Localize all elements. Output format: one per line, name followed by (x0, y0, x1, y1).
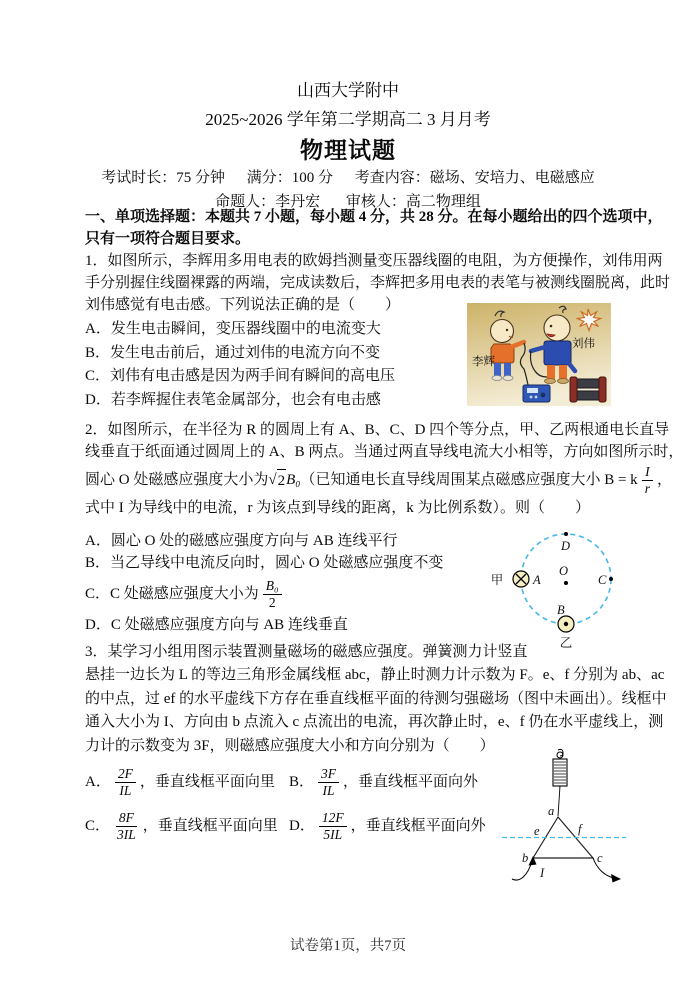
q2-option-c: C．C 处磁感应强度大小为 $\frac{\text{B₀}}{2}$ (85, 574, 443, 614)
exam-term: 2025~2026 学年第二学期高二 3 月月考 (205, 110, 491, 129)
fraction-3F-over-IL: $\frac{3F}{IL}$ (318, 766, 339, 797)
school-name: 山西大学附中 (297, 81, 399, 100)
q1-option-b: B．发生电击前后，通过刘伟的电流方向不变 (85, 344, 381, 361)
label-lihui: 李辉 (472, 356, 495, 368)
label-current-I: I (540, 866, 545, 880)
section-header-line: 一、单项选择题：本题共 7 小题，每小题 4 分，共 28 分。在每小题给出的四个选项中， (85, 209, 663, 225)
question-3-stem (85, 641, 667, 758)
q3-apparatus-diagram (498, 748, 630, 895)
sqrt-expression: √ 2 (268, 469, 286, 492)
label-B: B (557, 603, 565, 617)
q3-stem-line: 的中点，过 ef 的水平虚线下方存在垂直线框平面的待测匀强磁场（图中未画出）。线框中 (85, 690, 667, 707)
label-c: c (597, 851, 603, 865)
q2-formula-post: ， (656, 472, 672, 488)
q3-stem-line: 3．某学习小组用图示装置测量磁场的磁感应强度。弹簧测力计竖直 (85, 644, 528, 660)
label-yi: 乙 (559, 636, 573, 650)
section-header-line: 只有一项符合题目要求。 (85, 231, 251, 247)
q1-option-a: A．发生电击瞬间，变压器线圈中的电流变大 (85, 321, 381, 337)
question-1-options (85, 318, 395, 413)
point-D (564, 532, 568, 536)
q3-stem-line: 力计的示数变为 3F，则磁感应强度大小和方向分别为（ ） (85, 737, 495, 754)
q3-option-c: C． $\frac{8F}{3IL}$ ，垂直线框平面向里 (85, 810, 278, 842)
point-C (609, 577, 613, 581)
q2-circle-diagram (475, 520, 640, 660)
exam-total-score: 满分：100 分 (246, 170, 333, 186)
fraction-B0-over-2: $\frac{\text{B₀}}{2}$ (263, 578, 282, 609)
label-A: A (533, 573, 541, 587)
fraction-2F-over-IL: $\frac{2F}{IL}$ (115, 766, 136, 797)
q3-stem-line: 通入大小为 I、方向由 b 点流入 c 点流出的电流，再次静止时，e、f 仍在水平虚线上，测 (85, 714, 664, 731)
section-header (85, 206, 663, 250)
q2-option-a: A．圆心 O 处的磁感应强度方向与 AB 连线平行 (85, 533, 398, 549)
q2-stem-line: 线垂直于纸面通过圆周上的 A、B 两点。当通过两直导线电流大小相等，方向如图所示时， (85, 444, 684, 460)
label-b: b (522, 851, 529, 865)
spring-scale (553, 749, 567, 816)
exam-info-line1 (0, 166, 696, 187)
point-O (564, 581, 568, 585)
label-D: D (561, 539, 571, 553)
q2-stem-line: 式中 I 为导线中的电流，r 为该点到导线的距离，k 为比例系数）。则（ ） (85, 500, 590, 516)
q1-option-c: C．刘伟有电击感是因为两手间有瞬间的高电压 (85, 368, 396, 385)
q3-option-a: A． $\frac{2F}{IL}$ ，垂直线框平面向里 (85, 766, 275, 798)
exam-duration: 考试时长：75 分钟 (101, 170, 225, 186)
question-2-stem (85, 419, 683, 519)
multimeter (523, 385, 550, 402)
label-O: O (559, 564, 569, 578)
label-liuwei: 刘伟 (572, 338, 595, 350)
label-f: f (578, 822, 582, 836)
q2-b0-symbol: B₀ (286, 472, 301, 488)
question-3-options (85, 760, 486, 848)
page-footer: 试卷第1页，共7页 (290, 938, 406, 954)
label-C: C (598, 573, 607, 587)
q2-option-b: B．当乙导线中电流反向时，圆心 O 处磁感应强度不变 (85, 555, 444, 571)
label-a: a (548, 804, 555, 818)
q1-stem-line: 1．如图所示，李辉用多用电表的欧姆挡测量变压器线圈的电阻，为方便操作，刘伟用两 (85, 253, 663, 269)
fraction-12F-over-5IL: $\frac{12F}{5IL}$ (319, 810, 347, 841)
q2-stem-line: 2．如图所示，在半径为 R 的圆周上有 A、B、C、D 四个等分点，甲、乙两根通电长直导 (85, 422, 670, 438)
exam-author: 命题人：李丹宏 (215, 194, 321, 210)
q2-option-d: D．C 处磁感应强度方向与 AB 连线垂直 (85, 617, 348, 633)
fraction-I-over-r: $\frac{I}{r}$ (642, 464, 653, 495)
q1-option-d: D．若李辉握住表笔金属部分，也会有电击感 (85, 392, 381, 409)
label-e: e (534, 824, 540, 838)
q1-stem-line: 手分别握住线圈裸露的两端，完成读数后，李辉把多用电表的表笔与被测线圈脱离，此时 (85, 275, 671, 291)
label-jia: 甲 (490, 573, 504, 587)
exam-scope: 考查内容：磁场、安培力、电磁感应 (354, 170, 595, 186)
fraction-8F-over-3IL: $\frac{8F}{3IL}$ (117, 810, 136, 842)
q2-formula-mid: （已知通电长直导线周围某点磁感应强度大小 B = k (300, 472, 638, 488)
q2-stem-formula-line (85, 463, 683, 497)
q1-cartoon-figure (467, 303, 611, 411)
current-into-page-icon (513, 571, 529, 587)
paper-title: 物理试题 (300, 138, 396, 163)
question-2-options (85, 530, 443, 636)
exam-reviewer: 审核人：高二物理组 (345, 194, 481, 210)
current-out-of-page-icon (558, 616, 574, 632)
q3-stem-line: 悬挂一边长为 L 的等边三角形金属线框 abc，静止时测力计示数为 F。e、f 分别为 ab、ac (85, 667, 665, 684)
q3-option-b: B． $\frac{3F}{IL}$ ，垂直线框平面向外 (289, 766, 479, 798)
q1-stem-line: 刘伟感觉有电击感。下列说法正确的是（ ） (85, 297, 401, 313)
q2-formula-pre: 圆心 O 处磁感应强度大小为 (85, 472, 269, 488)
q3-option-d: D． $\frac{12F}{5IL}$ ，垂直线框平面向外 (289, 810, 486, 842)
